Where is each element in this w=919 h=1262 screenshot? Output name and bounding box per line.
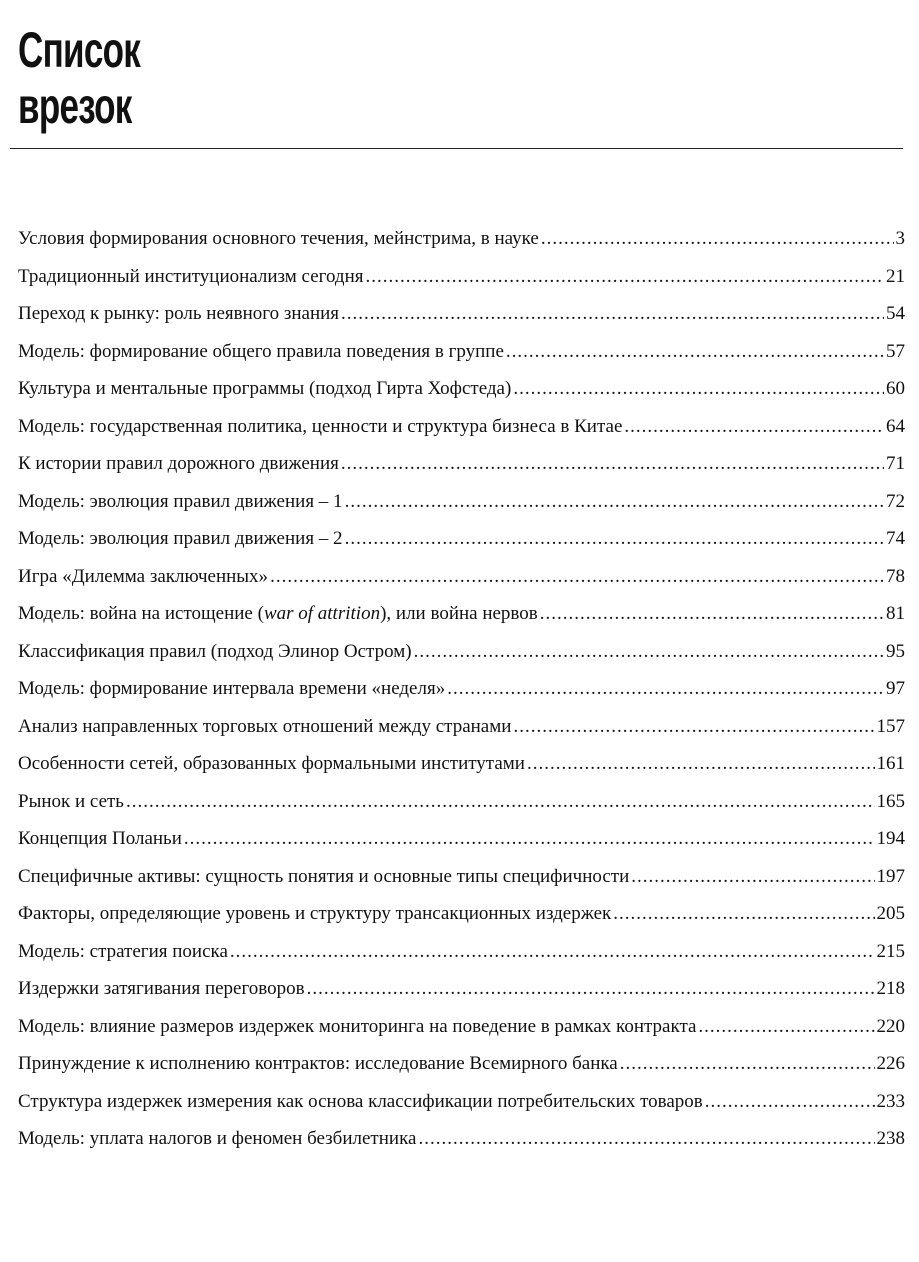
- list-item: [18, 595, 905, 633]
- list-item-title: Модель: формирование интервала времени «неделя»: [18, 678, 446, 699]
- list-item-title: Условия формирования основного течения, мейнстрима, в науке: [18, 228, 539, 249]
- list-item-page: 60: [886, 378, 905, 399]
- list-item: [18, 408, 905, 446]
- dot-leader: [705, 1083, 875, 1121]
- dot-leader: [513, 370, 884, 408]
- dot-leader: [345, 483, 884, 521]
- dot-leader: [230, 933, 875, 971]
- list-item-title: Анализ направленных торговых отношений между странами: [18, 715, 512, 737]
- list-item-page: 71: [886, 453, 905, 474]
- list-item-page: 78: [886, 565, 905, 587]
- list-item-page: 81: [886, 603, 905, 624]
- list-item-title: Особенности сетей, образованных формальными институтами: [18, 753, 525, 774]
- list-item-page: 95: [886, 640, 905, 662]
- list-item-page: 218: [876, 978, 905, 999]
- page-title-line-2: врезок: [18, 78, 132, 134]
- sidebar-list: [18, 220, 905, 1158]
- list-item: [18, 895, 905, 933]
- page-title-line-1: Список: [18, 22, 141, 78]
- list-item-title: Структура издержек измерения как основа классификации потребительских товаров: [18, 1090, 703, 1112]
- list-item: [18, 970, 905, 1008]
- list-item-page: 21: [886, 265, 905, 287]
- list-item-title: Рынок и сеть: [18, 790, 124, 812]
- list-item: [18, 933, 905, 971]
- list-item: [18, 1083, 905, 1121]
- list-item-page: 233: [876, 1090, 905, 1112]
- list-item-title: Классификация правил (подход Элинор Остром): [18, 640, 412, 662]
- dot-leader: [345, 520, 884, 558]
- dot-leader: [613, 895, 874, 933]
- dot-leader: [527, 745, 875, 783]
- dot-leader: [698, 1008, 874, 1046]
- list-item-page: 194: [876, 828, 905, 849]
- list-item-title: Модель: уплата налогов и феномен безбилетника: [18, 1128, 417, 1149]
- list-item-page: 54: [886, 303, 905, 324]
- list-item: [18, 370, 905, 408]
- list-item: [18, 1008, 905, 1046]
- list-item: [18, 670, 905, 708]
- list-item: [18, 708, 905, 746]
- list-item: [18, 483, 905, 521]
- list-item-title: К истории правил дорожного движения: [18, 453, 339, 474]
- dot-leader: [447, 670, 884, 708]
- list-item-title: Издержки затягивания переговоров: [18, 978, 305, 999]
- list-item: [18, 745, 905, 783]
- list-item: [18, 333, 905, 371]
- list-item-page: 72: [886, 490, 905, 512]
- list-item-title: Традиционный институционализм сегодня: [18, 265, 364, 287]
- dot-leader: [307, 970, 875, 1008]
- list-item: [18, 633, 905, 671]
- list-item: [18, 783, 905, 821]
- list-item: [18, 295, 905, 333]
- list-item-page: 215: [876, 940, 905, 962]
- list-item-title: Модель: война на истощение (war of attrition), или война нервов: [18, 603, 538, 624]
- list-item: [18, 858, 905, 896]
- list-item: [18, 258, 905, 296]
- list-item-title: Игра «Дилемма заключенных»: [18, 565, 269, 587]
- list-item: [18, 1120, 905, 1158]
- dot-leader: [631, 858, 874, 896]
- list-item-page: 64: [886, 415, 905, 437]
- dot-leader: [341, 445, 884, 483]
- page-title: [18, 22, 140, 134]
- dot-leader: [513, 708, 874, 746]
- list-item-page: 97: [886, 678, 905, 699]
- dot-leader: [541, 220, 894, 258]
- dot-leader: [624, 408, 884, 446]
- list-item-title: Модель: стратегия поиска: [18, 940, 228, 962]
- list-item-title: Модель: государственная политика, ценности и структура бизнеса в Китае: [18, 415, 623, 437]
- list-item-title: Модель: формирование общего правила поведения в группе: [18, 340, 504, 362]
- list-item: [18, 1045, 905, 1083]
- dot-leader: [418, 1120, 874, 1158]
- list-item-page: 3: [895, 228, 905, 249]
- list-item-page: 220: [876, 1015, 905, 1037]
- list-item-title: Специфичные активы: сущность понятия и основные типы специфичности: [18, 865, 630, 887]
- list-item: [18, 558, 905, 596]
- list-item-page: 205: [876, 903, 905, 924]
- list-item-title: Переход к рынку: роль неявного знания: [18, 303, 340, 324]
- list-item-page: 57: [886, 340, 905, 362]
- list-item-title: Культура и ментальные программы (подход Гирта Хофстеда): [18, 378, 512, 399]
- dot-leader: [620, 1045, 875, 1083]
- list-item-title: Модель: эволюция правил движения – 1: [18, 490, 343, 512]
- dot-leader: [341, 295, 884, 333]
- list-item-page: 161: [876, 753, 905, 774]
- dot-leader: [540, 595, 884, 633]
- dot-leader: [506, 333, 884, 371]
- list-item-page: 226: [876, 1053, 905, 1074]
- list-item-page: 238: [876, 1128, 905, 1149]
- list-item-title: Модель: влияние размеров издержек мониторинга на поведение в рамках контракта: [18, 1015, 697, 1037]
- list-item-title: Концепция Поланьи: [18, 828, 182, 849]
- list-item: [18, 220, 905, 258]
- dot-leader: [366, 258, 884, 296]
- list-item-page: 165: [876, 790, 905, 812]
- list-item-page: 74: [886, 528, 905, 549]
- list-item: [18, 520, 905, 558]
- dot-leader: [414, 633, 884, 671]
- dot-leader: [270, 558, 884, 596]
- list-item: [18, 445, 905, 483]
- list-item-title: Принуждение к исполнению контрактов: исследование Всемирного банка: [18, 1053, 618, 1074]
- list-item-title: Модель: эволюция правил движения – 2: [18, 528, 343, 549]
- dot-leader: [126, 783, 875, 821]
- list-item-page: 197: [876, 865, 905, 887]
- list-item: [18, 820, 905, 858]
- list-item-page: 157: [876, 715, 905, 737]
- dot-leader: [184, 820, 875, 858]
- list-item-title: Факторы, определяющие уровень и структуру трансакционных издержек: [18, 903, 612, 924]
- title-divider: [10, 148, 903, 149]
